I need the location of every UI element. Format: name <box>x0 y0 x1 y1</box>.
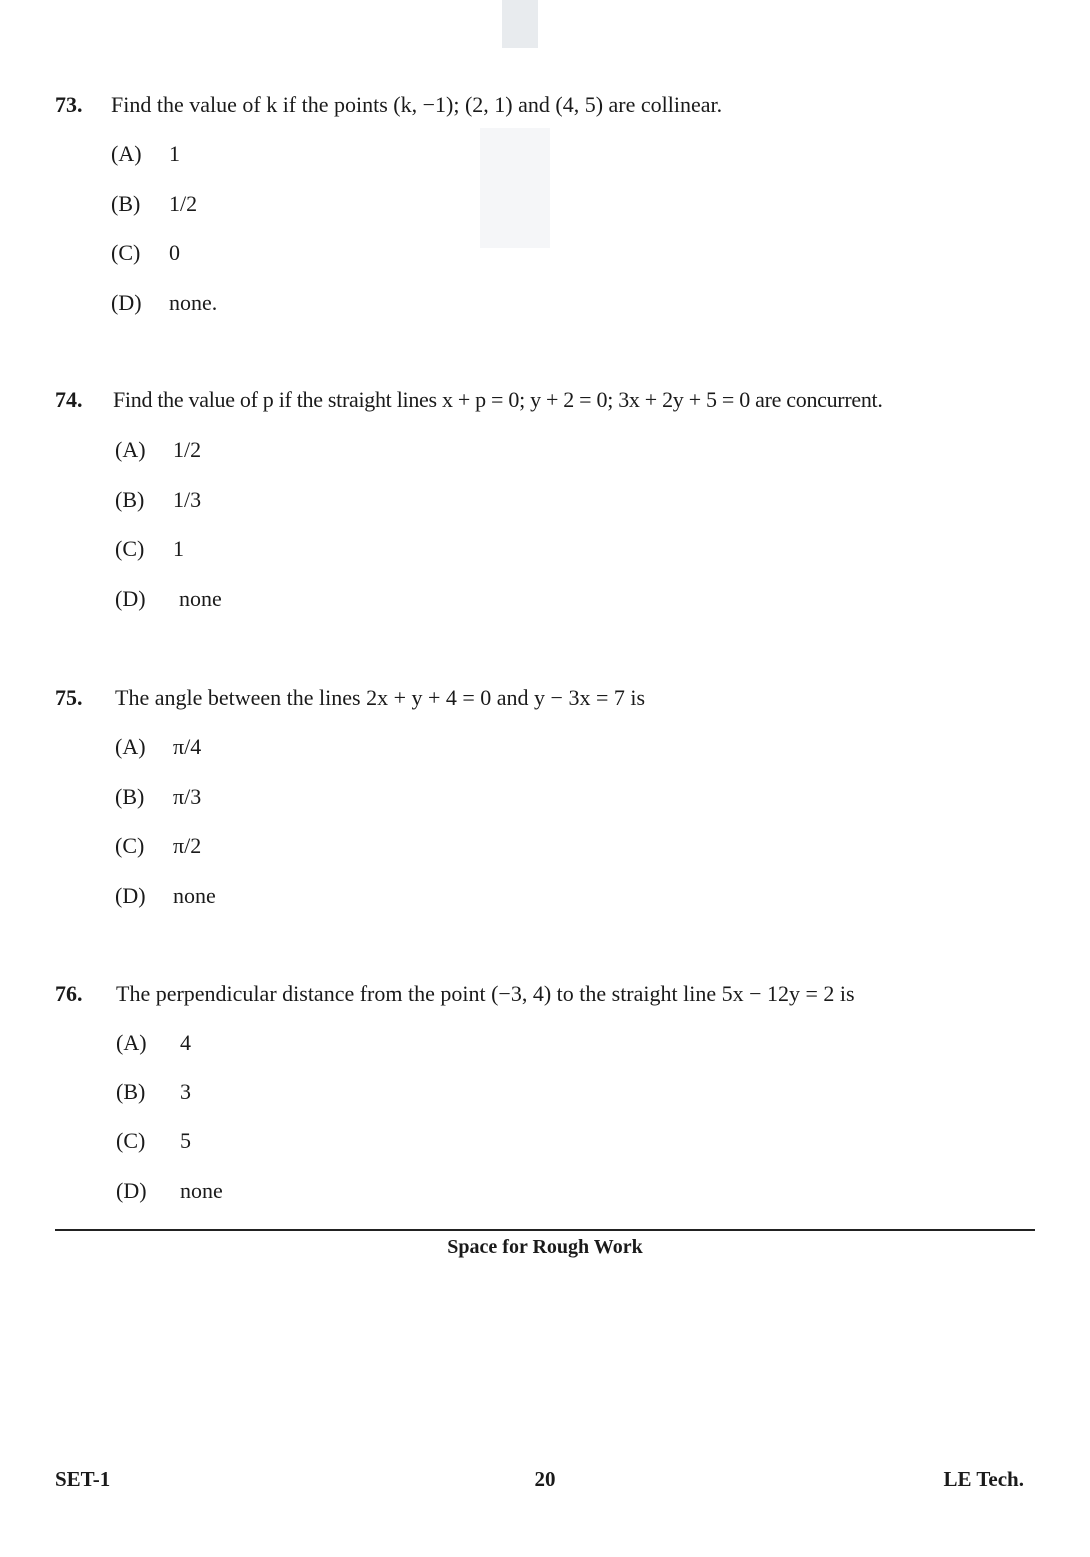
question-text: The angle between the lines 2x + y + 4 = 0 and y − 3x = 7 is <box>115 685 646 710</box>
option-value: 1/2 <box>169 191 198 216</box>
option-letter: (A) <box>115 437 146 462</box>
option-d[interactable] <box>115 586 222 612</box>
question-number: 74. <box>55 387 83 412</box>
option-letter: (C) <box>115 833 145 858</box>
option-value: 1/2 <box>173 437 202 462</box>
option-value: 1 <box>173 536 184 561</box>
option-d[interactable] <box>111 290 217 316</box>
option-b[interactable] <box>115 487 201 513</box>
question-text: Find the value of p if the straight lines x + p = 0; y + 2 = 0; 3x + 2y + 5 = 0 are concurrent. <box>113 387 883 412</box>
footer-set-label: SET-1 <box>55 1467 111 1491</box>
question-number: 76. <box>55 981 83 1006</box>
option-letter: (D) <box>115 883 146 908</box>
question-text: The perpendicular distance from the point (−3, 4) to the straight line 5x − 12y = 2 is <box>116 981 855 1006</box>
scan-artifact-middle <box>480 128 550 248</box>
option-value: none <box>173 883 216 908</box>
option-value: π/4 <box>173 734 202 759</box>
option-value: 3 <box>180 1079 191 1104</box>
option-letter: (B) <box>116 1079 146 1104</box>
option-value: 4 <box>180 1030 191 1055</box>
option-c[interactable] <box>115 536 184 562</box>
option-letter: (D) <box>116 1178 147 1203</box>
divider-line <box>55 1229 1035 1231</box>
option-value: 1/3 <box>173 487 202 512</box>
question-number: 75. <box>55 685 83 710</box>
option-letter: (C) <box>111 240 141 265</box>
option-a[interactable] <box>115 437 201 463</box>
scan-artifact-top <box>502 0 538 48</box>
option-letter: (D) <box>111 290 142 315</box>
option-letter: (A) <box>115 734 146 759</box>
option-value: π/2 <box>173 833 202 858</box>
option-value: none <box>180 1178 223 1203</box>
footer-page-number: 20 <box>534 1467 556 1491</box>
option-letter: (A) <box>111 141 142 166</box>
rough-work-label: Space for Rough Work <box>447 1236 643 1258</box>
option-b[interactable] <box>116 1079 191 1105</box>
option-letter: (B) <box>111 191 141 216</box>
footer-course-label: LE Tech. <box>943 1467 1024 1491</box>
option-a[interactable] <box>115 734 201 760</box>
option-value: 1 <box>169 141 180 166</box>
option-letter: (D) <box>115 586 146 611</box>
option-a[interactable] <box>116 1030 191 1056</box>
option-value: π/3 <box>173 784 202 809</box>
option-d[interactable] <box>115 883 216 909</box>
option-c[interactable] <box>116 1128 191 1154</box>
option-d[interactable] <box>116 1178 223 1204</box>
option-b[interactable] <box>115 784 201 810</box>
option-a[interactable] <box>111 141 180 167</box>
option-value: none <box>179 586 222 611</box>
option-letter: (B) <box>115 487 145 512</box>
question-text: Find the value of k if the points (k, −1); (2, 1) and (4, 5) are collinear. <box>111 92 723 117</box>
option-c[interactable] <box>115 833 201 859</box>
option-letter: (C) <box>115 536 145 561</box>
option-value: 0 <box>169 240 180 265</box>
option-letter: (A) <box>116 1030 147 1055</box>
question-number: 73. <box>55 92 83 117</box>
option-b[interactable] <box>111 191 197 217</box>
option-c[interactable] <box>111 240 180 266</box>
option-value: none. <box>169 290 218 315</box>
option-letter: (B) <box>115 784 145 809</box>
option-value: 5 <box>180 1128 191 1153</box>
option-letter: (C) <box>116 1128 146 1153</box>
